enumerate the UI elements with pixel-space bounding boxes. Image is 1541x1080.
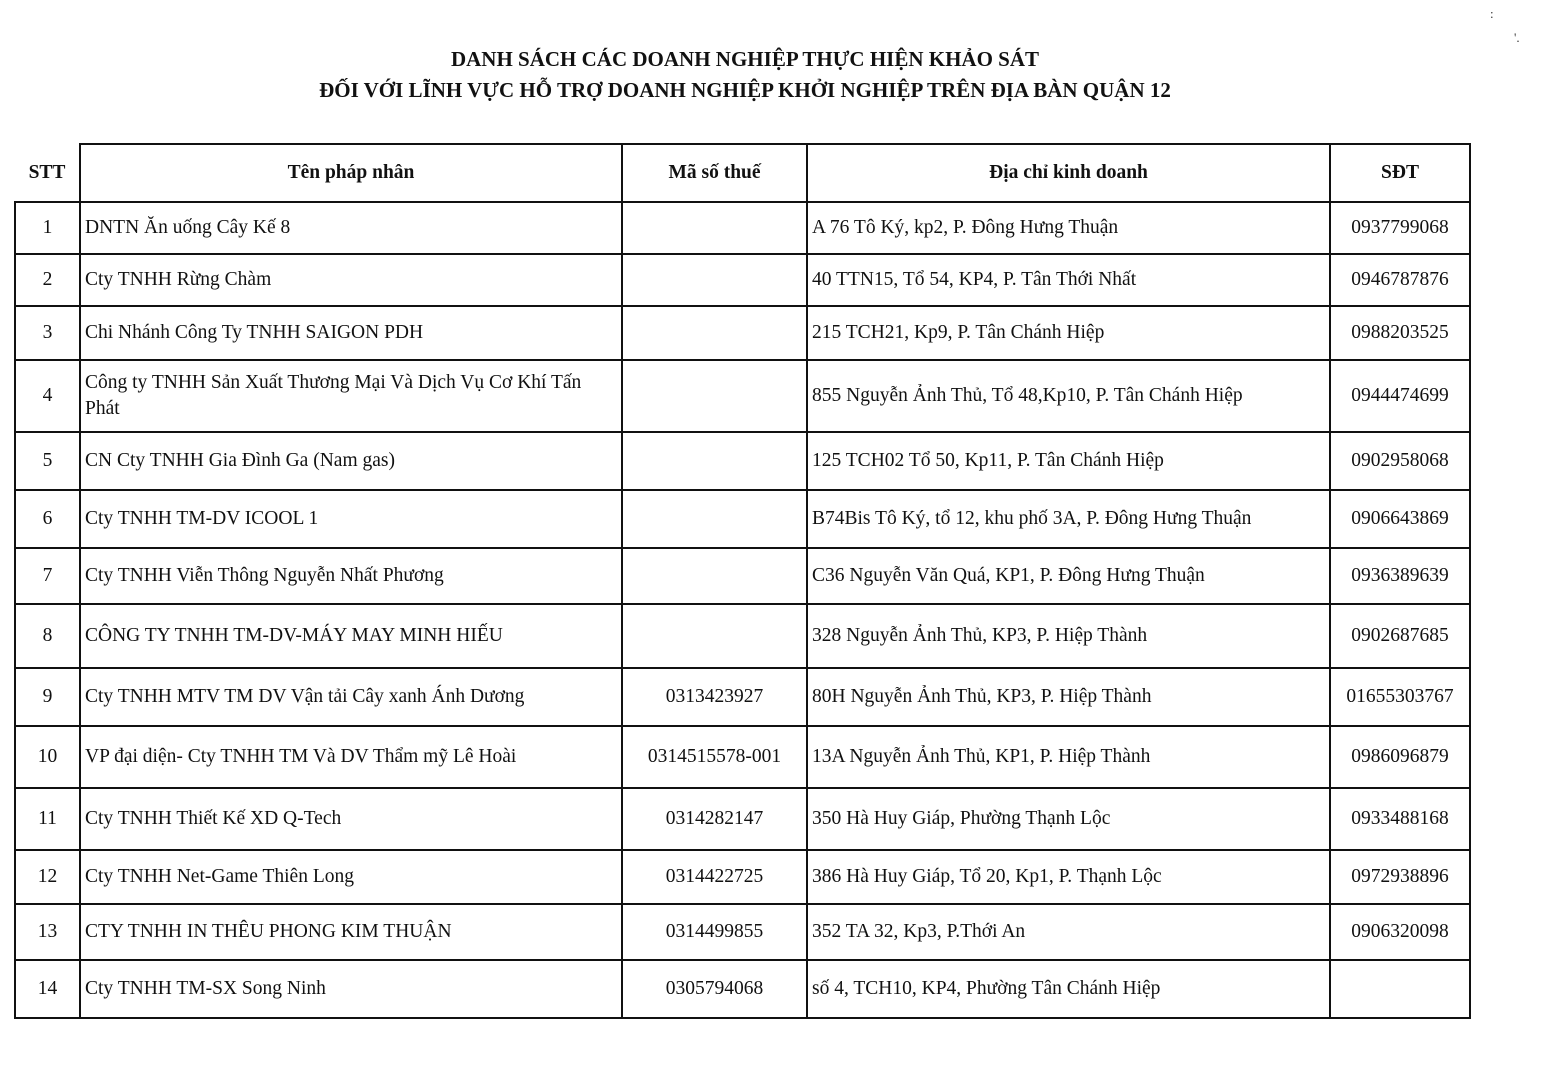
cell-phone: 0906643869 [1330,490,1470,548]
table-row [15,788,1470,850]
cell-phone: 0972938896 [1330,850,1470,904]
cell-name: Cty TNHH Net-Game Thiên Long [80,850,622,904]
cell-name: Cty TNHH Viễn Thông Nguyễn Nhất Phương [80,548,622,604]
table-body [15,202,1470,1018]
cell-phone: 0946787876 [1330,254,1470,306]
margin-mark: '. [1514,30,1520,45]
cell-address: số 4, TCH10, KP4, Phường Tân Chánh Hiệp [807,960,1330,1018]
cell-address: 13A Nguyễn Ảnh Thủ, KP1, P. Hiệp Thành [807,726,1330,788]
document-title-line-2: ĐỐI VỚI LĨNH VỰC HỖ TRỢ DOANH NGHIỆP KHỞI NGHIỆP TRÊN ĐỊA BÀN QUẬN 12 [319,78,1171,102]
cell-tax-code [622,360,807,432]
cell-name: Cty TNHH TM-DV ICOOL 1 [80,490,622,548]
cell-phone: 0902958068 [1330,432,1470,490]
table-header-row [15,144,1470,202]
cell-tax-code [622,202,807,254]
cell-phone: 0902687685 [1330,604,1470,668]
cell-name: Chi Nhánh Công Ty TNHH SAIGON PDH [80,306,622,360]
cell-tax-code: 0314422725 [622,850,807,904]
cell-address: A 76 Tô Ký, kp2, P. Đông Hưng Thuận [807,202,1330,254]
cell-phone: 01655303767 [1330,668,1470,726]
cell-address: C36 Nguyễn Văn Quá, KP1, P. Đông Hưng Thuận [807,548,1330,604]
margin-marks [1490,6,1520,46]
table-row [15,604,1470,668]
cell-name: CTY TNHH IN THÊU PHONG KIM THUẬN [80,904,622,960]
cell-tax-code: 0305794068 [622,960,807,1018]
table-row [15,202,1470,254]
cell-phone: 0933488168 [1330,788,1470,850]
business-table [14,143,1471,1019]
cell-address: 386 Hà Huy Giáp, Tổ 20, Kp1, P. Thạnh Lộc [807,850,1330,904]
cell-address: 125 TCH02 Tổ 50, Kp11, P. Tân Chánh Hiệp [807,432,1330,490]
table-row [15,306,1470,360]
cell-address: 328 Nguyễn Ảnh Thủ, KP3, P. Hiệp Thành [807,604,1330,668]
cell-stt: 14 [15,960,80,1018]
cell-name: Cty TNHH Rừng Chàm [80,254,622,306]
cell-stt: 6 [15,490,80,548]
header-address: Địa chỉ kinh doanh [807,144,1330,202]
cell-name: Công ty TNHH Sản Xuất Thương Mại Và Dịch Vụ Cơ Khí Tấn Phát [80,360,622,432]
header-tax-code: Mã số thuế [622,144,807,202]
cell-tax-code [622,548,807,604]
cell-tax-code: 0314499855 [622,904,807,960]
cell-phone: 0937799068 [1330,202,1470,254]
cell-tax-code: 0313423927 [622,668,807,726]
cell-tax-code: 0314515578-001 [622,726,807,788]
header-name: Tên pháp nhân [80,144,622,202]
table-row [15,668,1470,726]
cell-phone [1330,960,1470,1018]
cell-stt: 13 [15,904,80,960]
cell-phone: 0936389639 [1330,548,1470,604]
cell-phone: 0988203525 [1330,306,1470,360]
cell-stt: 4 [15,360,80,432]
cell-stt: 1 [15,202,80,254]
cell-tax-code: 0314282147 [622,788,807,850]
cell-address: 352 TA 32, Kp3, P.Thới An [807,904,1330,960]
margin-mark: : [1490,6,1494,21]
cell-tax-code [622,432,807,490]
header-phone: SĐT [1330,144,1470,202]
document-title-line-1: DANH SÁCH CÁC DOANH NGHIỆP THỰC HIỆN KHẢO SÁT [450,47,1040,71]
cell-phone: 0944474699 [1330,360,1470,432]
cell-stt: 9 [15,668,80,726]
cell-phone: 0986096879 [1330,726,1470,788]
cell-address: 40 TTN15, Tổ 54, KP4, P. Tân Thới Nhất [807,254,1330,306]
cell-stt: 11 [15,788,80,850]
table-row [15,490,1470,548]
cell-name: VP đại diện- Cty TNHH TM Và DV Thẩm mỹ Lê Hoài [80,726,622,788]
cell-stt: 2 [15,254,80,306]
table-row [15,548,1470,604]
document-title-block [0,44,1490,106]
cell-address: B74Bis Tô Ký, tổ 12, khu phố 3A, P. Đông Hưng Thuận [807,490,1330,548]
cell-address: 350 Hà Huy Giáp, Phường Thạnh Lộc [807,788,1330,850]
cell-name: Cty TNHH Thiết Kế XD Q-Tech [80,788,622,850]
cell-tax-code [622,490,807,548]
cell-address: 855 Nguyễn Ảnh Thủ, Tổ 48,Kp10, P. Tân Chánh Hiệp [807,360,1330,432]
cell-stt: 5 [15,432,80,490]
cell-name: CN Cty TNHH Gia Đình Ga (Nam gas) [80,432,622,490]
cell-name: CÔNG TY TNHH TM-DV-MÁY MAY MINH HIẾU [80,604,622,668]
table-row [15,960,1470,1018]
cell-stt: 7 [15,548,80,604]
cell-stt: 10 [15,726,80,788]
cell-stt: 12 [15,850,80,904]
cell-tax-code [622,254,807,306]
table-row [15,432,1470,490]
cell-name: Cty TNHH TM-SX Song Ninh [80,960,622,1018]
cell-stt: 3 [15,306,80,360]
table-row [15,850,1470,904]
cell-tax-code [622,306,807,360]
cell-phone: 0906320098 [1330,904,1470,960]
table-row [15,904,1470,960]
header-stt: STT [28,161,66,183]
table-row [15,254,1470,306]
table-row [15,360,1470,432]
cell-name: DNTN Ăn uống Cây Kế 8 [80,202,622,254]
cell-tax-code [622,604,807,668]
cell-address: 215 TCH21, Kp9, P. Tân Chánh Hiệp [807,306,1330,360]
table-row [15,726,1470,788]
cell-stt: 8 [15,604,80,668]
cell-name: Cty TNHH MTV TM DV Vận tải Cây xanh Ánh Dương [80,668,622,726]
cell-address: 80H Nguyễn Ảnh Thủ, KP3, P. Hiệp Thành [807,668,1330,726]
